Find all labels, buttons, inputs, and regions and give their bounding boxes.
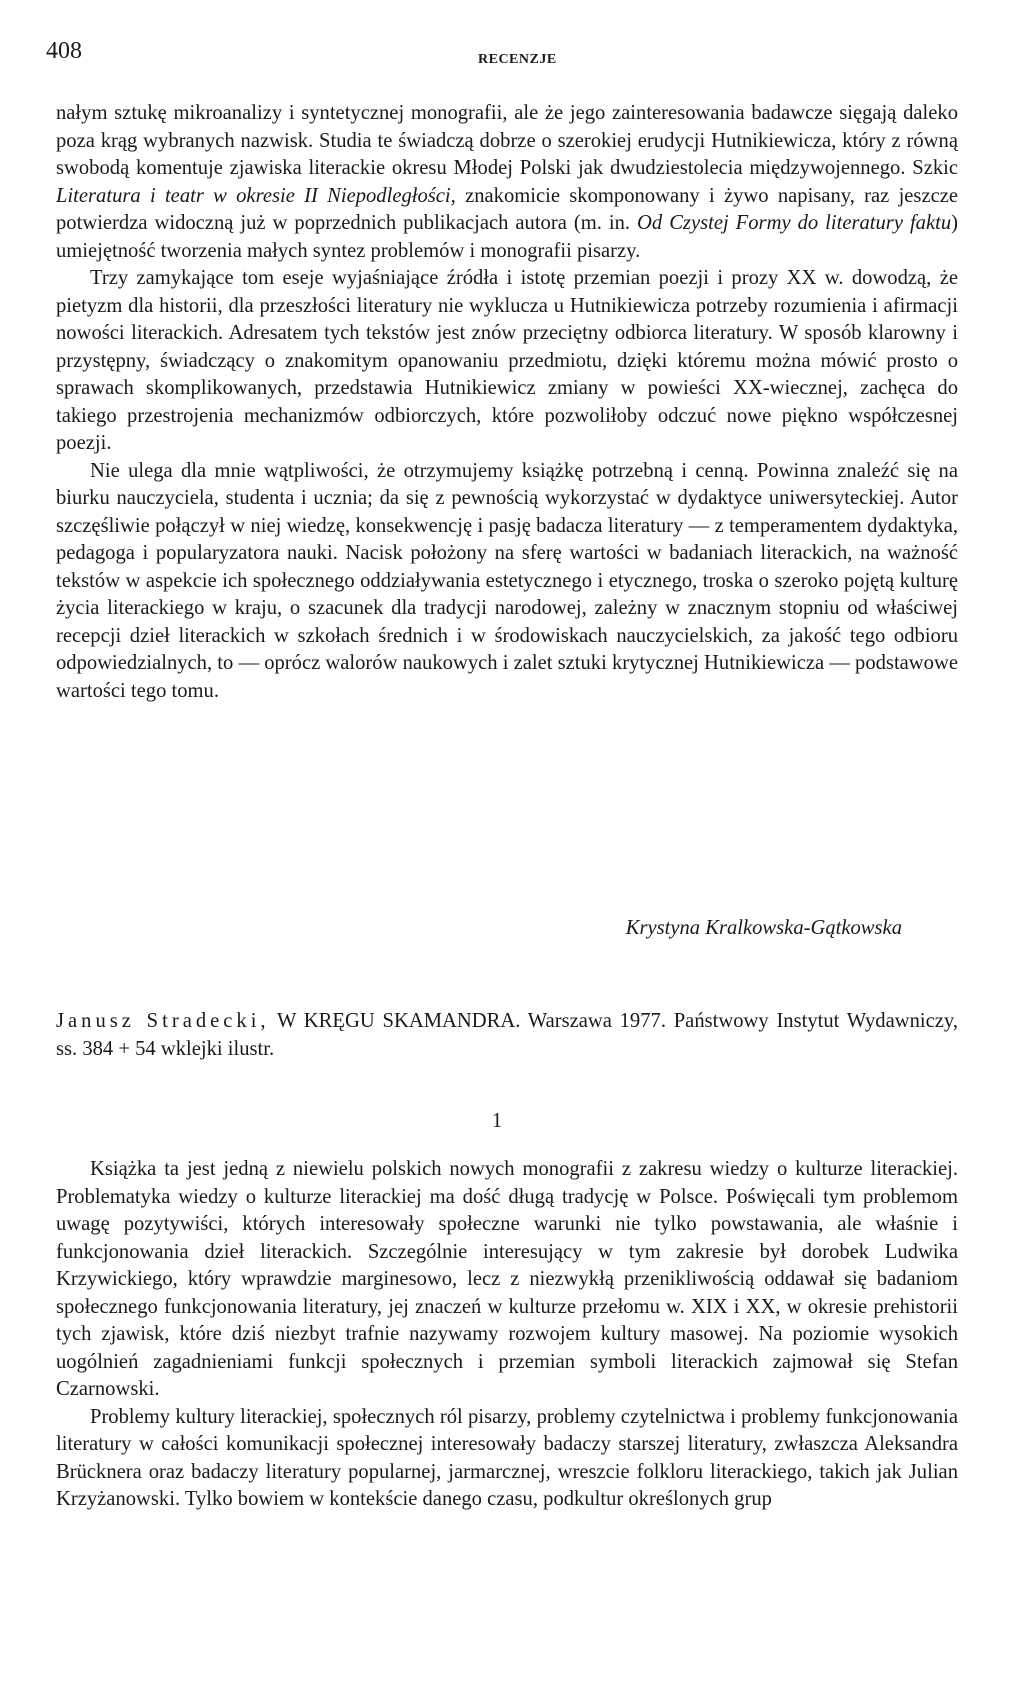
book-details: Warszawa 1977. Państwowy Instytut Wydawniczy, ss. 384 + 54 wklejki ilustr. xyxy=(56,1010,958,1060)
paragraph-text: znakomicie skomponowany i żywo napisany, raz jeszcze potwierdza widoczną już w poprzednich publikacjach autora (m. in. xyxy=(56,184,959,234)
italic-title: Literatura i teatr w okresie II Niepodległości, xyxy=(56,184,456,207)
page-header xyxy=(46,38,986,78)
paragraph: Problemy kultury literackiej, społecznych ról pisarzy, problemy czytelnictwa i problemy funkcjonowania literatury w całości komunikacji społecznej interesowały badaczy starszej literatury, zwłaszcza Aleksandra Brücknera oraz badaczy literatury popularnej, jarmarcznej, wreszcie folkloru literackiego, takich jak Julian Krzyżanowski. Tylko bowiem w kontekście danego czasu, podkultur określonych grup xyxy=(56,1405,958,1510)
review-body-continued xyxy=(56,100,958,705)
running-head: RECENZJE xyxy=(478,52,557,67)
review-bibliographic-heading xyxy=(56,1008,958,1063)
review-body xyxy=(56,1156,958,1514)
paragraph xyxy=(56,100,958,265)
page-number: 408 xyxy=(46,38,82,64)
paragraph: Trzy zamykające tom eseje wyjaśniające źródła i istotę przemian poezji i prozy XX w. dowodzą, że pietyzm dla historii, dla przeszłości literatury nie wyklucza u Hutnikiewicza potrzeby rozumienia i afirmacji nowości literackich. Adresatem tych tekstów jest znów przeciętny odbiorca literatury. W sposób klarowny i przystępny, świadczący o znakomitym opanowaniu przedmiotu, dzięki któremu można mówić prosto o sprawach skomplikowanych, przedstawia Hutnikiewicz zmiany w powieści XX-wiecznej, zachęca do takiego przestrojenia mechanizmów odbiorczych, które pozwoliłoby odczuć nowe piękno współczesnej poezji. xyxy=(56,267,958,454)
section-number: 1 xyxy=(491,1110,503,1132)
book-author: Janusz Stradecki, xyxy=(56,1010,270,1032)
book-title: W KRĘGU SKAMANDRA. xyxy=(276,1010,521,1032)
italic-title: Od Czystej Formy do literatury faktu xyxy=(637,212,952,234)
paragraph-text: nałym sztukę mikroanalizy i syntetycznej monografii, ale że jego zainteresowania badawcze sięgają daleko poza krąg wybranych nazwisk. Studia te świadczą dobrze o szerokiej erudycji Hutnikiewicza, który z równą swobodą komentuje zjawiska literackie okresu Młodej Polski jak dwudziestolecia międzywojennego. Szkic xyxy=(56,102,958,179)
paragraph: Książka ta jest jedną z niewielu polskich nowych monografii z zakresu wiedzy o kulturze literackiej. Problematyka wiedzy o kulturze literackiej ma dość długą tradycję w Polsce. Poświęcali tym problemom uwagę pozytywiści, których interesowały społeczne warunki nie tylko powstawania, ale właśnie i funkcjonowania dzieł literackich. Szczególnie interesujący w tym zakresie był dorobek Ludwika Krzywickiego, który wprawdzie marginesowo, lecz z niezwykłą przenikliwością oddawał się badaniom społecznego funkcjonowania literatury, jej znaczeń w kulturze przełomu w. XIX i XX, w okresie prehistorii tych zjawisk, które dziś niezbyt trafnie nazywamy rozwojem kultury masowej. Na poziomie wysokich uogólnień zagadnieniami funkcji społecznych i przemian symboli literackich zajmował się Stefan Czarnowski. xyxy=(56,1158,958,1400)
paragraph-text: ) umiejętność tworzenia małych syntez problemów i monografii pisarzy. xyxy=(56,212,958,262)
reviewer-signature: Krystyna Kralkowska-Gątkowska xyxy=(625,917,902,939)
paragraph: Nie ulega dla mnie wątpliwości, że otrzymujemy książkę potrzebną i cenną. Powinna znaleźć się na biurku nauczyciela, studenta i ucznia; da się z pewnością wykorzystać w dydaktyce uniwersyteckiej. Autor szczęśliwie połączył w niej wiedzę, konsekwencję i pasję badacza literatury — z temperamentem dydaktyka, pedagoga i popularyzatora nauki. Nacisk położony na sferę wartości w badaniach literackich, na ważność tekstów w aspekcie ich społecznego oddziaływania estetycznego i etycznego, troska o szeroko pojętą kulturę życia literackiego w kraju, o szacunek dla tradycji narodowej, zależny w znacznym stopniu od właściwej recepcji dzieł literackich w szkołach średnich i w środowiskach nauczycielskich, za jakość tego odbioru odpowiedzialnych, to — oprócz walorów naukowych i zalet sztuki krytycznej Hutnikiewicza — podstawowe wartości tego tomu. xyxy=(56,459,958,702)
